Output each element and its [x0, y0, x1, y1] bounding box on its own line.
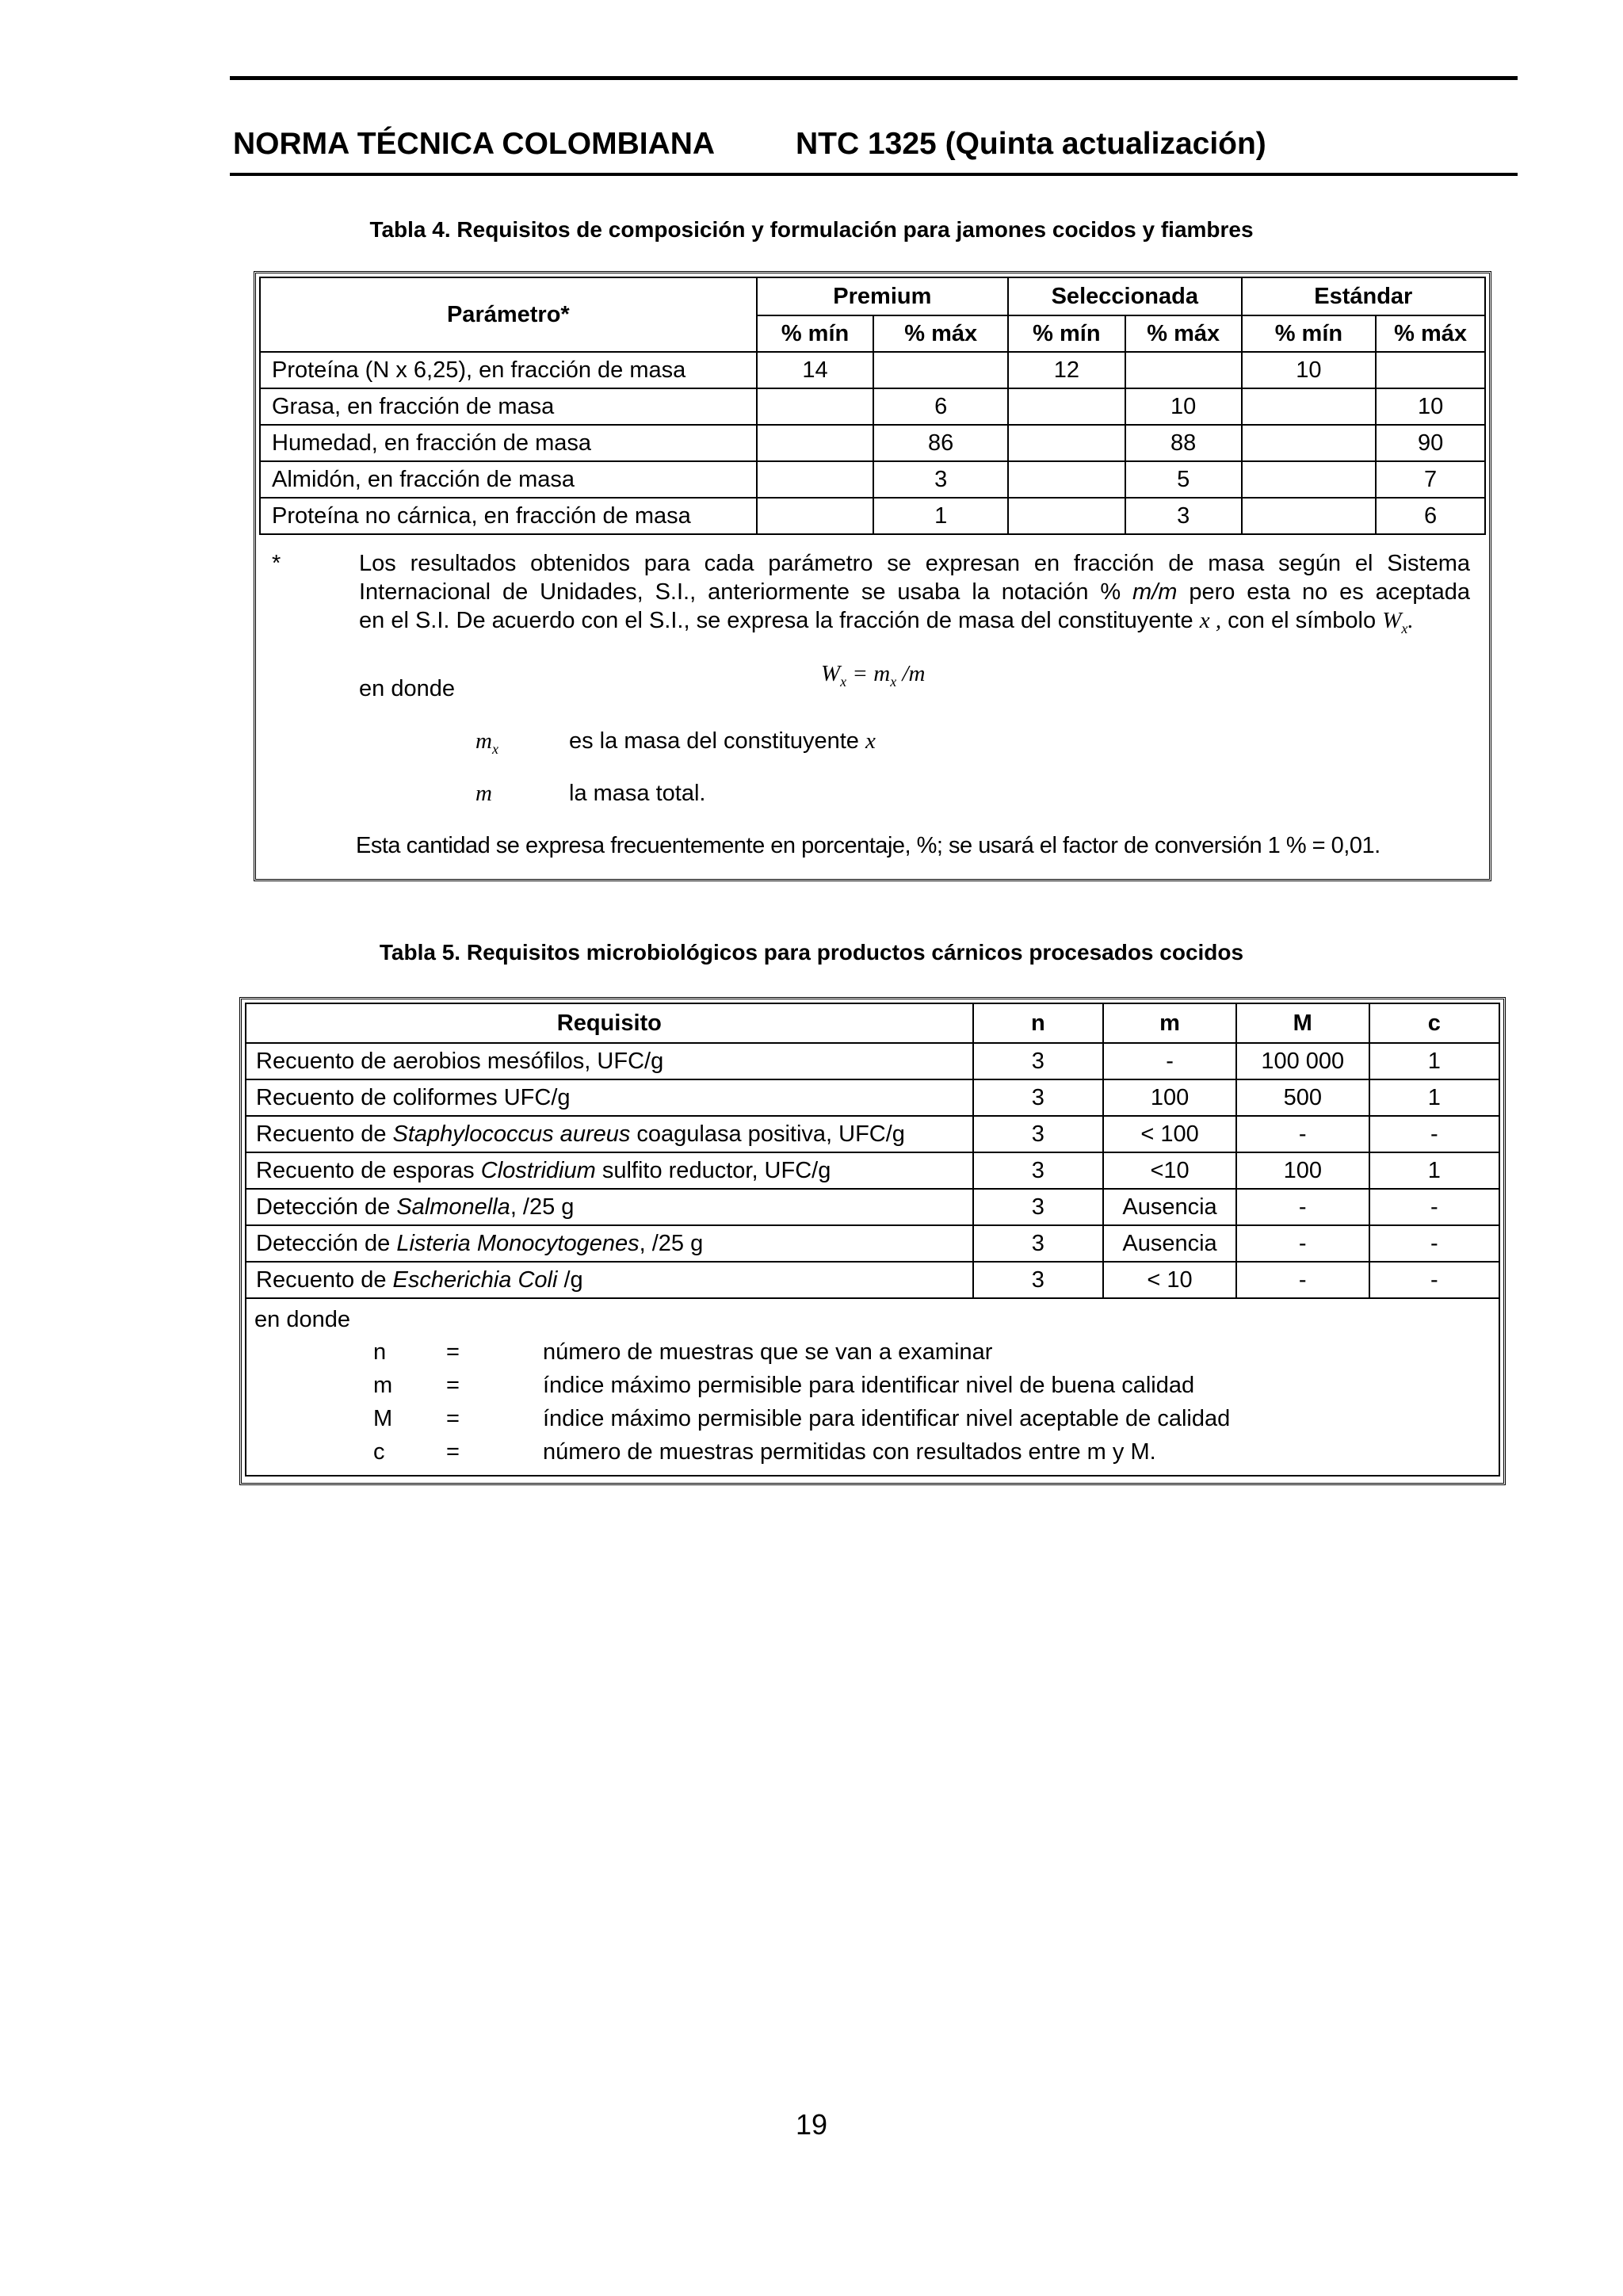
value-cell	[1376, 352, 1485, 388]
value-cell	[1242, 388, 1377, 425]
value-cell	[757, 498, 874, 534]
table5-row	[246, 1116, 1499, 1152]
M-cell: 100 000	[1236, 1043, 1369, 1079]
value-cell: 90	[1376, 425, 1485, 461]
m-header: m	[1103, 1003, 1236, 1043]
table4-row	[260, 461, 1485, 498]
m-cell: < 10	[1103, 1262, 1236, 1298]
legend-item	[254, 1335, 1491, 1369]
standard-code: NTC 1325 (Quinta actualización)	[796, 127, 1266, 161]
table5-caption: Tabla 5. Requisitos microbiológicos para productos cárnicos procesados cocidos	[379, 940, 1244, 965]
table4	[259, 277, 1486, 535]
value-cell: 1	[873, 498, 1008, 534]
value-cell: 3	[1125, 498, 1242, 534]
value-cell: 14	[757, 352, 874, 388]
value-cell	[1008, 461, 1125, 498]
conversion-note: Esta cantidad se expresa frecuentemente en porcentaje, %; se usará el factor de conversión 1 % = 0,01.	[356, 833, 1381, 858]
M-cell: 100	[1236, 1152, 1369, 1189]
c-cell: -	[1369, 1262, 1499, 1298]
legend-intro: en donde	[254, 1307, 350, 1332]
param-cell: Proteína no cárnica, en fracción de masa	[260, 498, 757, 534]
n-cell: 3	[973, 1152, 1103, 1189]
value-cell: 86	[873, 425, 1008, 461]
var-mx: $m_x$	[475, 728, 498, 757]
table4-row	[260, 352, 1485, 388]
premium-max-header: % máx	[873, 315, 1008, 352]
value-cell	[1242, 461, 1377, 498]
requisito-cell: Detección de Salmonella, /25 g	[246, 1189, 973, 1225]
M-cell: -	[1236, 1262, 1369, 1298]
n-cell: 3	[973, 1043, 1103, 1079]
estandar-max-header: % máx	[1376, 315, 1485, 352]
legend-equals: =	[446, 1339, 460, 1365]
table4-row	[260, 388, 1485, 425]
legend-list	[254, 1335, 1491, 1469]
standard-name: NORMA TÉCNICA COLOMBIANA	[233, 127, 716, 161]
note-asterisk: *	[272, 551, 281, 576]
m-cell: -	[1103, 1043, 1236, 1079]
table4-body	[260, 352, 1485, 534]
page-number: 19	[795, 2108, 828, 2141]
m-cell: Ausencia	[1103, 1225, 1236, 1262]
table5-row	[246, 1189, 1499, 1225]
m-cell: <10	[1103, 1152, 1236, 1189]
value-cell	[873, 352, 1008, 388]
table5-row	[246, 1079, 1499, 1116]
value-cell	[1125, 352, 1242, 388]
m-cell: Ausencia	[1103, 1189, 1236, 1225]
n-cell: 3	[973, 1189, 1103, 1225]
table5-row	[246, 1225, 1499, 1262]
value-cell: 88	[1125, 425, 1242, 461]
value-cell	[1242, 498, 1377, 534]
requisito-header: Requisito	[246, 1003, 973, 1043]
c-cell: -	[1369, 1189, 1499, 1225]
value-cell	[1008, 498, 1125, 534]
legend-item	[254, 1369, 1491, 1402]
note-line-3: en el S.I. De acuerdo con el S.I., se expresa la fracción de masa del constituyente x , con el símbolo $W_x$.	[359, 608, 1414, 636]
legend-symbol: c	[373, 1438, 385, 1465]
param-header: Parámetro*	[260, 277, 757, 352]
value-cell	[757, 388, 874, 425]
c-cell: -	[1369, 1225, 1499, 1262]
table4-row	[260, 498, 1485, 534]
legend-equals: =	[446, 1438, 460, 1465]
legend-item	[254, 1402, 1491, 1435]
value-cell: 5	[1125, 461, 1242, 498]
note-line-2: Internacional de Unidades, S.I., anteriormente se usaba la notación % m/m pero esta no es aceptada	[359, 579, 1470, 605]
legend-item	[254, 1435, 1491, 1469]
legend-equals: =	[446, 1405, 460, 1431]
group-estandar: Estándar	[1242, 277, 1485, 315]
M-header: M	[1236, 1003, 1369, 1043]
param-cell: Almidón, en fracción de masa	[260, 461, 757, 498]
value-cell: 10	[1242, 352, 1377, 388]
value-cell: 12	[1008, 352, 1125, 388]
c-cell: 1	[1369, 1079, 1499, 1116]
table5-row	[246, 1043, 1499, 1079]
M-cell: -	[1236, 1189, 1369, 1225]
c-cell: 1	[1369, 1152, 1499, 1189]
value-cell: 3	[873, 461, 1008, 498]
c-header: c	[1369, 1003, 1499, 1043]
table4-row	[260, 425, 1485, 461]
def-mx: es la masa del constituyente x	[569, 728, 876, 754]
param-cell: Grasa, en fracción de masa	[260, 388, 757, 425]
legend-definition: número de muestras que se van a examinar	[543, 1339, 993, 1365]
table5-body	[246, 1043, 1499, 1298]
m-cell: 100	[1103, 1079, 1236, 1116]
value-cell: 10	[1125, 388, 1242, 425]
requisito-cell: Recuento de Staphylococcus aureus coagulasa positiva, UFC/g	[246, 1116, 973, 1152]
n-header: n	[973, 1003, 1103, 1043]
table5-row	[246, 1262, 1499, 1298]
value-cell	[1008, 388, 1125, 425]
var-m: m	[475, 781, 492, 806]
legend-definition: índice máximo permisible para identificar nivel aceptable de calidad	[543, 1405, 1231, 1431]
n-cell: 3	[973, 1225, 1103, 1262]
c-cell: 1	[1369, 1043, 1499, 1079]
value-cell: 7	[1376, 461, 1485, 498]
value-cell	[757, 425, 874, 461]
seleccionada-min-header: % mín	[1008, 315, 1125, 352]
legend-symbol: n	[373, 1339, 387, 1365]
legend-definition: número de muestras permitidas con resultados entre m y M.	[543, 1438, 1156, 1465]
legend-symbol: M	[373, 1405, 393, 1431]
c-cell: -	[1369, 1116, 1499, 1152]
value-cell	[1008, 425, 1125, 461]
table5	[245, 1003, 1500, 1477]
def-m: la masa total.	[569, 781, 706, 806]
M-cell: 500	[1236, 1079, 1369, 1116]
n-cell: 3	[973, 1079, 1103, 1116]
note-line-1: Los resultados obtenidos para cada parámetro se expresan en fracción de masa según el Sistema	[359, 551, 1470, 576]
M-cell: -	[1236, 1116, 1369, 1152]
estandar-min-header: % mín	[1242, 315, 1377, 352]
requisito-cell: Recuento de aerobios mesófilos, UFC/g	[246, 1043, 973, 1079]
requisito-cell: Detección de Listeria Monocytogenes, /25 g	[246, 1225, 973, 1262]
group-seleccionada: Seleccionada	[1008, 277, 1242, 315]
header-bottom-rule	[230, 173, 1518, 176]
M-cell: -	[1236, 1225, 1369, 1262]
n-cell: 3	[973, 1116, 1103, 1152]
param-cell: Humedad, en fracción de masa	[260, 425, 757, 461]
formula: $W_x = m_x$ /m	[821, 661, 926, 690]
table5-row	[246, 1152, 1499, 1189]
seleccionada-max-header: % máx	[1125, 315, 1242, 352]
requisito-cell: Recuento de Escherichia Coli /g	[246, 1262, 973, 1298]
param-cell: Proteína (N x 6,25), en fracción de masa	[260, 352, 757, 388]
table5-legend	[246, 1298, 1499, 1476]
header-top-rule	[230, 76, 1518, 80]
value-cell	[1242, 425, 1377, 461]
value-cell: 10	[1376, 388, 1485, 425]
premium-min-header: % mín	[757, 315, 874, 352]
table4-frame	[254, 271, 1491, 881]
note-en-donde: en donde	[359, 676, 455, 701]
requisito-cell: Recuento de esporas Clostridium sulfito reductor, UFC/g	[246, 1152, 973, 1189]
table4-caption: Tabla 4. Requisitos de composición y formulación para jamones cocidos y fiambres	[369, 217, 1254, 242]
table5-frame	[239, 997, 1506, 1485]
value-cell	[757, 461, 874, 498]
legend-equals: =	[446, 1372, 460, 1398]
value-cell: 6	[873, 388, 1008, 425]
value-cell: 6	[1376, 498, 1485, 534]
note-paragraph	[359, 549, 1470, 643]
requisito-cell: Recuento de coliformes UFC/g	[246, 1079, 973, 1116]
n-cell: 3	[973, 1262, 1103, 1298]
m-cell: < 100	[1103, 1116, 1236, 1152]
legend-definition: índice máximo permisible para identificar nivel de buena calidad	[543, 1372, 1195, 1398]
legend-symbol: m	[373, 1372, 393, 1398]
group-premium: Premium	[757, 277, 1008, 315]
